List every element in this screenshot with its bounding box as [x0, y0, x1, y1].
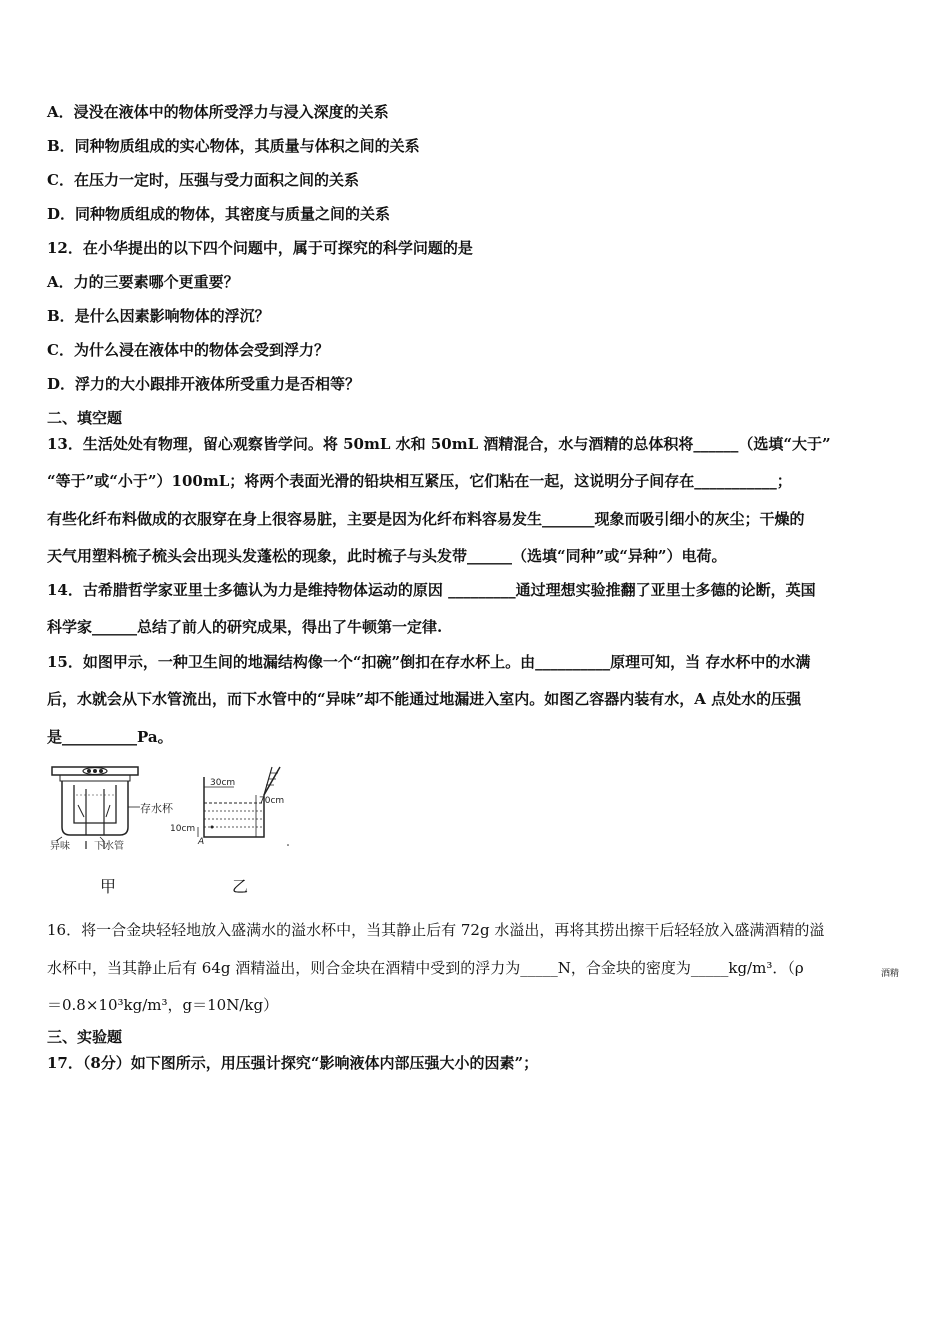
label-depth-30cm: 30cm [210, 778, 236, 788]
q16-line-3: ＝0.8×10³kg/m³，g＝10N/kg） [47, 996, 279, 1014]
label-drain-pipe: 下水管 [94, 841, 124, 850]
q13-line-3: 有些化纤布料做成的衣服穿在身上很容易脏，主要是因为化纤布料容易发生_______现象而吸引细小的灰尘；干燥的 [47, 510, 805, 528]
q17-stem: 17．（8分）如下图所示，用压强计探究“影响液体内部压强大小的因素”； [47, 1054, 539, 1072]
figure-jia-caption: 甲 [100, 877, 117, 896]
label-odor: 异味 [50, 841, 70, 850]
q13-line-1: 13．生活处处有物理，留心观察皆学问。将 50mL 水和 50mL 酒精混合，水与酒精的总体积将______（选填“大于” [47, 435, 831, 453]
q13-line-4: 天气用塑料梳子梳头会出现头发蓬松的现象，此时梳子与头发带______（选填“同种”或“异种”）电荷。 [47, 547, 727, 565]
q12-stem: 12．在小华提出的以下四个问题中，属于可探究的科学问题的是 [47, 239, 473, 257]
label-point-a: A [198, 837, 205, 847]
q15-line-1: 15．如图甲示，一种卫生间的地漏结构像一个“扣碗”倒扣在存水杯上。由__________原理可知，当 存水杯中的水满 [47, 653, 811, 671]
q16-rho-subscript: 酒精 [881, 969, 900, 979]
label-water-cup: 存水杯 [140, 802, 173, 815]
q12-option-c: C．为什么浸在液体中的物体会受到浮力？ [47, 341, 329, 359]
q11-option-d: D．同种物质组成的物体，其密度与质量之间的关系 [47, 205, 391, 223]
section-experiment-heading: 三、实验题 [47, 1028, 123, 1046]
q16-line-1: 16．将一合金块轻轻地放入盛满水的溢水杯中，当其静止后有 72g 水溢出，再将其捞出擦干后轻轻放入盛满酒精的溢 [47, 921, 825, 939]
q11-option-a: A．浸没在液体中的物体所受浮力与浸入深度的关系 [47, 103, 389, 121]
q14-line-1: 14．古希腊哲学家亚里士多德认为力是维持物体运动的原因 _________通过理想实验推翻了亚里士多德的论断，英国 [47, 581, 816, 599]
q15-line-2: 后，水就会从下水管流出，而下水管中的“异味”却不能通过地漏进入室内。如图乙容器内装有水，A 点处水的压强 [47, 690, 802, 708]
q16-line-2: 水杯中，当其静止后有 64g 酒精溢出，则合金块在酒精中受到的浮力为_____N，合金块的密度为_____kg/m³．（ρ [47, 959, 804, 977]
q11-option-c: C．在压力一定时，压强与受力面积之间的关系 [47, 171, 359, 189]
q12-option-b: B．是什么因素影响物体的浮沉？ [47, 307, 270, 325]
q13-line-2: “等于”或“小于”）100mL；将两个表面光滑的铅块相互紧压，它们粘在一起，这说明分子间存在___________； [47, 472, 792, 490]
figure-yi-caption: 乙 [232, 877, 249, 896]
q15-line-3: 是__________Pa。 [47, 728, 173, 746]
q11-option-b: B．同种物质组成的实心物体，其质量与体积之间的关系 [47, 137, 420, 155]
floor-drain-figure [48, 765, 178, 850]
container-figure [168, 765, 298, 850]
q12-option-d: D．浮力的大小跟排开液体所受重力是否相等？ [47, 375, 361, 393]
label-height-70cm: 70cm [259, 796, 285, 806]
label-height-10cm: 10cm [170, 824, 196, 834]
section-fill-in-heading: 二、填空题 [47, 409, 123, 427]
q12-option-a: A．力的三要素哪个更重要？ [47, 273, 239, 291]
q14-line-2: 科学家______总结了前人的研究成果，得出了牛顿第一定律. [47, 618, 443, 636]
